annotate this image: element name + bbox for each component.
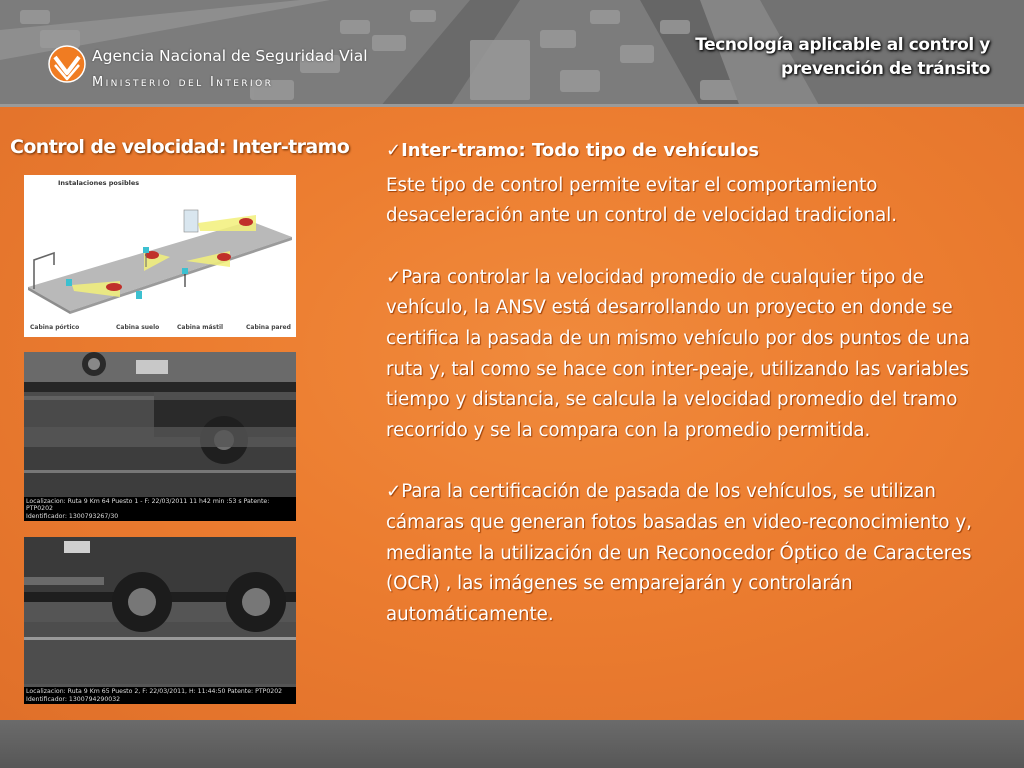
checkmark-icon: ✓ (386, 266, 402, 288)
section-title: Control de velocidad: Inter-tramo (10, 136, 350, 158)
diagram-title: Instalaciones posibles (58, 179, 140, 187)
content-text (386, 136, 986, 630)
photo-2-caption-line1: Localizacion: Ruta 9 Km 65 Puesto 2, F: 22/03/2011, H: 11:44:50 Patente: PTP0202 (26, 688, 283, 695)
photo-1-caption-line1: Localizacion: Ruta 9 Km 64 Puesto 1 - F: 22/03/2011 11 h42 min :53 s Patente: PTP0202 (26, 497, 270, 512)
paragraph-3-text: Para la certificación de pasada de los vehículos, se utilizan cámaras que generan fotos basadas en video-reconocimiento y, mediante la utilización de un Reconocedor Óptico de Caracteres (OCR) , las imágenes se emparejarán y controlarán automáticamente. (386, 481, 972, 625)
slide-header-title: Tecnología aplicable al control y prevención de tránsito (695, 35, 990, 79)
truck-photo-2-image (24, 537, 296, 704)
photo-2-caption (24, 687, 296, 704)
content-heading-text: Inter-tramo: Todo tipo de vehículos (401, 140, 760, 161)
checkmark-icon: ✓ (386, 140, 402, 161)
diagram-label-pared: Cabina pared (246, 324, 291, 331)
paragraph-2 (386, 263, 986, 447)
photo-1-caption-line2: Identificador: 1300793267/30 (26, 512, 119, 520)
paragraph-1: Este tipo de control permite evitar el comportamiento desaceleración ante un control de velocidad tradicional. (386, 174, 898, 227)
photo-2-caption-line2: Identificador: 1300794290032 (26, 695, 121, 703)
paragraph-3 (386, 477, 986, 630)
paragraph-spacer (386, 232, 986, 263)
ministry-name: Ministerio del Interior (92, 75, 274, 90)
ansv-logo-icon (47, 41, 87, 87)
checkmark-icon: ✓ (386, 481, 402, 503)
photo-1-caption (24, 497, 296, 522)
truck-photo-checkpoint-2 (24, 537, 296, 704)
content-heading (386, 136, 986, 167)
header-banner (0, 0, 1024, 107)
installation-diagram-drawing (24, 175, 296, 337)
diagram-label-suelo: Cabina suelo (116, 324, 160, 331)
truck-photo-checkpoint-1 (24, 352, 296, 521)
diagram-label-mastil: Cabina mástil (177, 324, 224, 331)
paragraph-2-text: Para controlar la velocidad promedio de cualquier tipo de vehículo, la ANSV está desarrollando un proyecto en donde se certifica la pasada de un mismo vehículo por dos puntos de una ruta y, tal como se hace con inter-peaje, utilizando las variables tiempo y distancia, se calcula la velocidad promedio del tramo recorrido y se la compara con la promedio permitida. (386, 266, 970, 441)
paragraph-spacer (386, 446, 986, 477)
installation-diagram (24, 175, 296, 337)
agency-name: Agencia Nacional de Seguridad Vial (92, 47, 368, 65)
footer-bar (0, 720, 1024, 768)
diagram-label-portico: Cabina pórtico (30, 324, 80, 331)
